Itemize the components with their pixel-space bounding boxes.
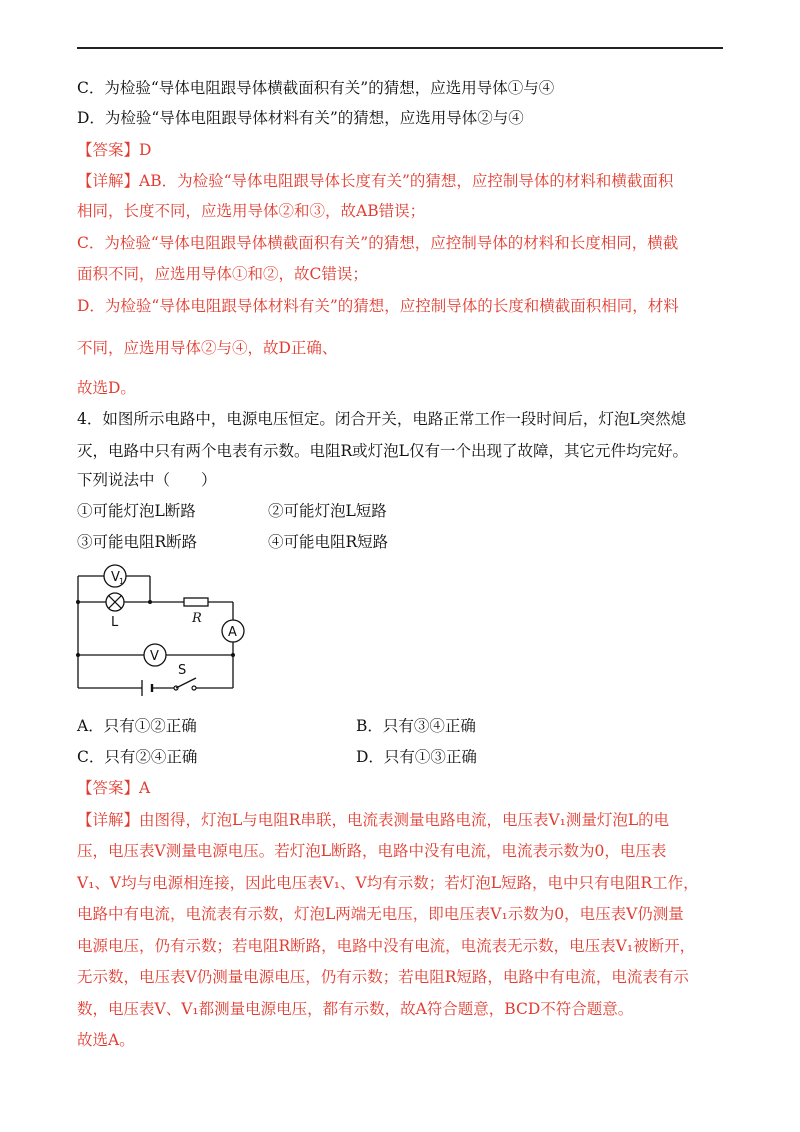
ammeter-label: A — [228, 625, 237, 640]
choice-c: C．只有②④正确 — [77, 748, 198, 766]
question-4-line-1: 4．如图所示电路中，电源电压恒定。闭合开关，电路正常工作一段时间后，灯泡L突然熄 — [77, 410, 687, 428]
junction-node — [76, 653, 80, 657]
voltmeter-v — [144, 644, 166, 666]
explanation-line-5: D．为检验“导体电阻跟导体材料有关”的猜想，应控制导体的长度和横截面积相同，材料 — [77, 297, 679, 315]
statement-2: ②可能灯泡L短路 — [268, 502, 387, 520]
choice-d: D．只有①③正确 — [356, 748, 477, 766]
answer-previous: 【答案】D — [77, 141, 152, 159]
resistor-label: R — [192, 611, 202, 626]
junction-node — [231, 653, 235, 657]
explanation-line-6: 不同，应选用导体②与④，故D正确、 — [77, 339, 338, 357]
resistor-symbol — [184, 598, 208, 626]
option-d-previous: D．为检验“导体电阻跟导体材料有关”的猜想，应选用导体②与④ — [77, 109, 524, 127]
option-c-previous: C．为检验“导体电阻跟导体横截面积有关”的猜想，应选用导体①与④ — [77, 79, 555, 97]
conclusion-q4: 故选A。 — [77, 1031, 135, 1049]
choice-b: B．只有③④正确 — [356, 717, 476, 735]
detail-q4-line-2: 压，电压表V测量电源电压。若灯泡L断路，电路中没有电流，电流表示数为0，电压表 — [77, 842, 667, 860]
statement-1: ①可能灯泡L断路 — [77, 502, 196, 520]
detail-q4-line-5: 电源电压，仍有示数；若电阻R断路，电路中没有电流，电流表无示数，电压表V₁被断开， — [77, 937, 696, 955]
explanation-line-2: 相同，长度不同，应选用导体②和③，故AB错误； — [77, 202, 426, 220]
detail-q4-line-4: 电路中有电流，电流表有示数，灯泡L两端无电压，即电压表V₁示数为0，电压表V仍测量 — [77, 905, 684, 923]
question-4-line-3: 下列说法中（ ） — [77, 471, 217, 489]
voltmeter-label: V — [150, 649, 159, 664]
switch-symbol — [174, 663, 196, 690]
lamp-symbol — [106, 593, 124, 630]
header-rule — [77, 47, 723, 49]
v1-label: V — [111, 570, 120, 585]
choice-a: A．只有①②正确 — [77, 717, 197, 735]
v1-subscript: 1 — [119, 577, 125, 586]
conclusion-previous: 故选D。 — [77, 379, 136, 397]
detail-q4-line-6: 无示数，电压表V仍测量电源电压，仍有示数；若电阻R短路，电路中有电流，电流表有示 — [77, 968, 689, 986]
detail-q4-line-7: 数，电压表V、V₁都测量电源电压，都有示数，故A符合题意，BCD不符合题意。 — [77, 1000, 634, 1018]
circuit-diagram — [70, 558, 250, 698]
junction-node — [148, 600, 152, 604]
explanation-line-3: C．为检验“导体电阻跟导体横截面积有关”的猜想，应控制导体的材料和长度相同，横截 — [77, 234, 679, 252]
statement-3: ③可能电阻R断路 — [77, 533, 198, 551]
ammeter — [222, 620, 244, 642]
statement-4: ④可能电阻R短路 — [268, 533, 389, 551]
voltmeter-v1 — [104, 565, 126, 587]
explanation-line-4: 面积不同，应选用导体①和②，故C错误； — [77, 265, 368, 283]
answer-q4: 【答案】A — [77, 779, 151, 797]
question-4-line-2: 灭，电路中只有两个电表有示数。电阻R或灯泡L仅有一个出现了故障，其它元件均完好。 — [77, 442, 688, 460]
battery-symbol — [142, 680, 152, 696]
junction-node — [76, 600, 80, 604]
explanation-line-1: 【详解】AB．为检验“导体电阻跟导体长度有关”的猜想，应控制导体的材料和横截面积 — [77, 172, 674, 190]
lamp-label: L — [111, 615, 119, 630]
detail-q4-line-1: 【详解】由图得，灯泡L与电阻R串联，电流表测量电路电流，电压表V₁测量灯泡L的电 — [77, 811, 670, 829]
detail-q4-line-3: V₁、V均与电源相连接，因此电压表V₁、V均有示数；若灯泡L短路，电中只有电阻R工作， — [77, 874, 699, 892]
switch-label: S — [178, 663, 187, 678]
